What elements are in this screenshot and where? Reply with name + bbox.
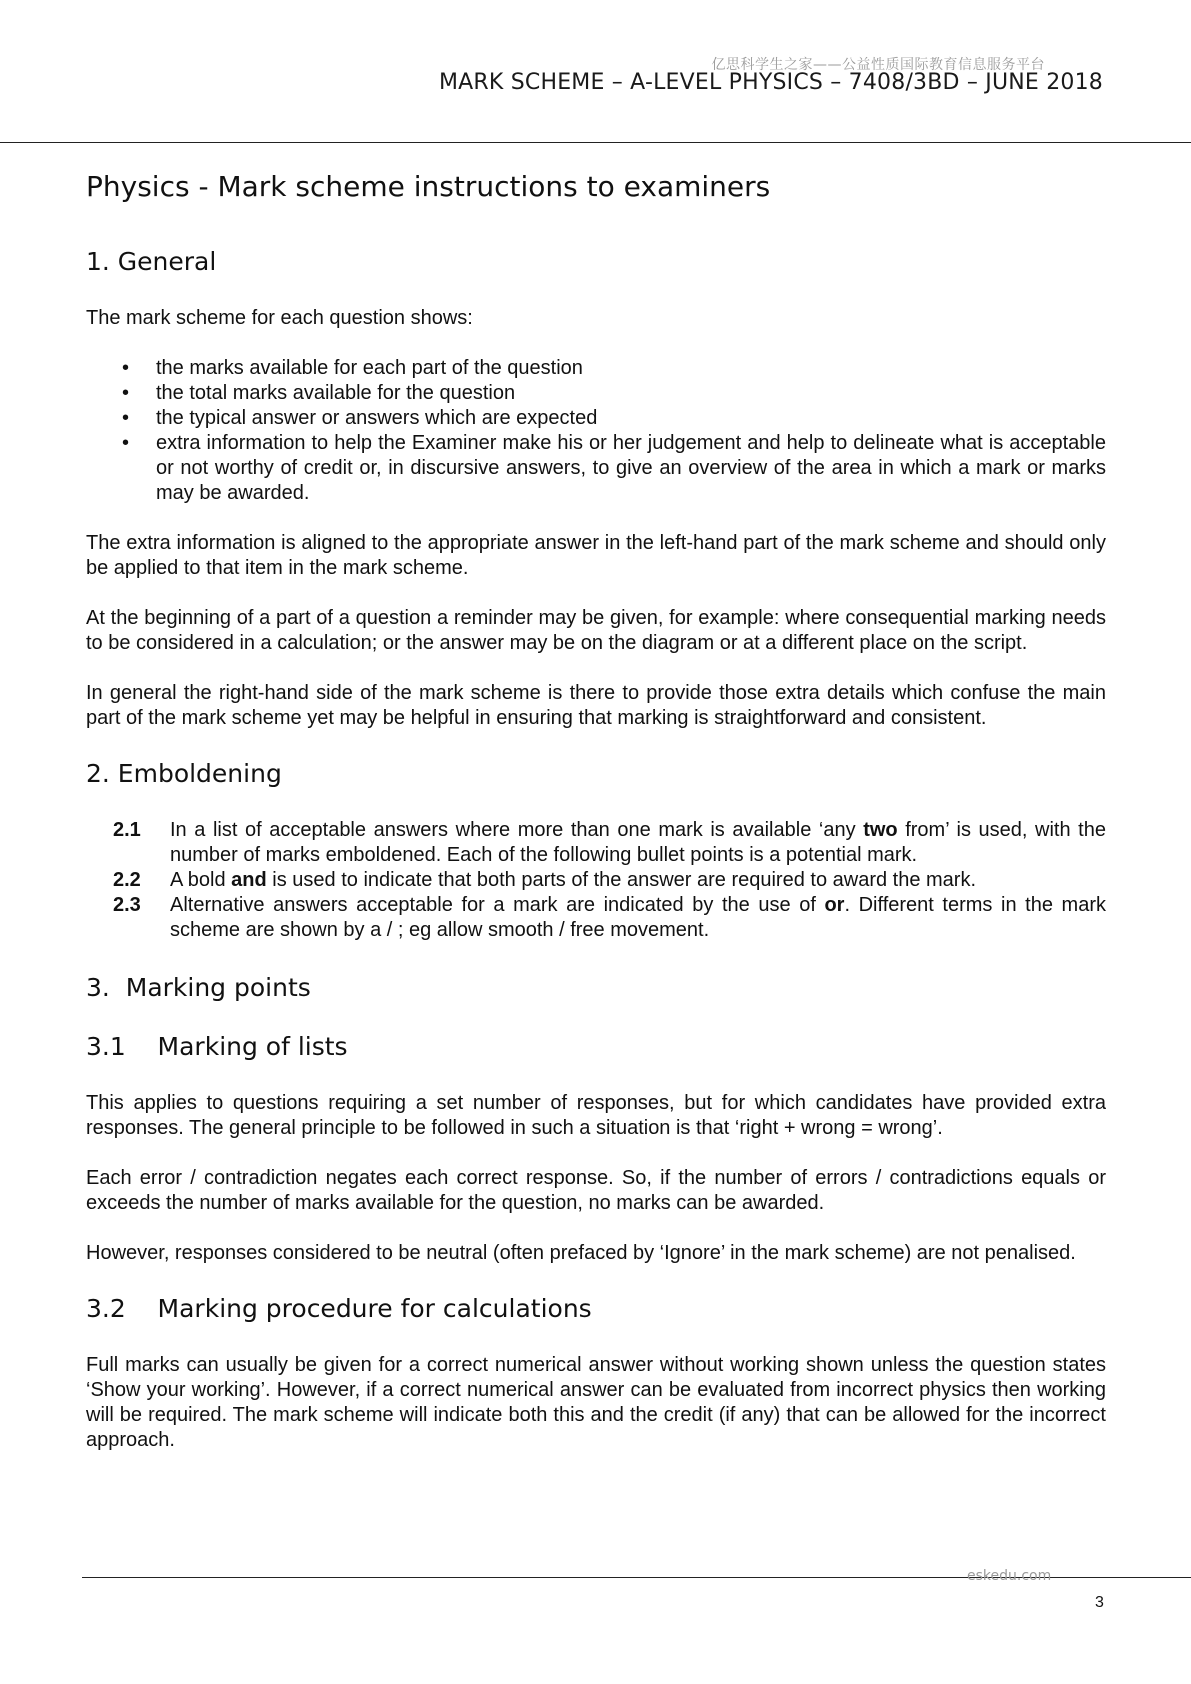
- item-number: 2.1: [113, 819, 141, 841]
- section-emboldening-heading: 2. Emboldening: [86, 759, 282, 788]
- item-number: 2.2: [113, 869, 141, 891]
- item-number: 2.3: [113, 894, 141, 916]
- list-item: 2.1 In a list of acceptable answers where more than one mark is available ‘any two from’ is used, with the number of marks emboldened. Each of the following bullet points is a potential mark.: [113, 819, 1106, 866]
- header-watermark: 亿思科学生之家——公益性质国际教育信息服务平台: [711, 57, 1045, 73]
- subsection-lists-heading: 3.1 Marking of lists: [86, 1032, 348, 1061]
- bullet-icon: •: [122, 382, 130, 404]
- footer-watermark: eskedu.com: [967, 1568, 1052, 1584]
- general-paragraph: In general the right-hand side of the mark scheme is there to provide those extra details which confuse the main part of the mark scheme yet may be helpful in ensuring that marking is straightforward and consistent.: [86, 682, 1106, 729]
- bullet-icon: •: [122, 407, 130, 429]
- list-item: • the typical answer or answers which are expected: [122, 407, 598, 429]
- calculations-paragraph: Full marks can usually be given for a correct numerical answer without working shown unless the question states ‘Show your working’. However, if a correct numerical answer can be evaluated from incorrect physics then working will be required. The mark scheme will indicate both this and the credit (if any) that can be allowed for the incorrect approach.: [86, 1354, 1106, 1451]
- bullet-icon: •: [122, 357, 130, 379]
- emboldening-list: [86, 818, 1106, 943]
- list-item: • the total marks available for the question: [122, 382, 516, 404]
- general-paragraph: The extra information is aligned to the appropriate answer in the left-hand part of the mark scheme and should only be applied to that item in the mark scheme.: [86, 532, 1106, 579]
- general-intro: The mark scheme for each question shows:: [86, 307, 473, 329]
- header-divider: [0, 142, 1191, 143]
- section-general-heading: 1. General: [86, 247, 217, 276]
- document-title: Physics - Mark scheme instructions to examiners: [86, 170, 771, 203]
- section-marking-points-heading: 3. Marking points: [86, 973, 311, 1002]
- lists-paragraph: However, responses considered to be neutral (often prefaced by ‘Ignore’ in the mark scheme) are not penalised.: [86, 1242, 1076, 1264]
- page-number: 3: [1095, 1594, 1104, 1611]
- list-item: • the marks available for each part of the question: [122, 357, 583, 379]
- header-title: MARK SCHEME – A-LEVEL PHYSICS – 7408/3BD – JUNE 2018: [439, 70, 1103, 95]
- list-item: 2.3 Alternative answers acceptable for a mark are indicated by the use of or. Different terms in the mark scheme are shown by a / ; eg allow smooth / free movement.: [113, 894, 1106, 941]
- lists-paragraph: This applies to questions requiring a set number of responses, but for which candidates have provided extra responses. The general principle to be followed in such a situation is that ‘right + wrong = wrong’.: [86, 1092, 1106, 1139]
- list-item: • extra information to help the Examiner make his or her judgement and help to delineate what is acceptable or not worthy of credit or, in discursive answers, to give an overview of the area in which a mark or marks may be awarded.: [122, 432, 1106, 504]
- general-bullet-list: [86, 356, 1106, 506]
- lists-paragraph: Each error / contradiction negates each correct response. So, if the number of errors / contradictions equals or exceeds the number of marks available for the question, no marks can be awarded.: [86, 1167, 1106, 1214]
- page-content: [86, 170, 1106, 1478]
- subsection-calculations-heading: 3.2 Marking procedure for calculations: [86, 1294, 592, 1323]
- list-item: 2.2 A bold and is used to indicate that both parts of the answer are required to award the mark.: [113, 869, 977, 891]
- general-paragraph: At the beginning of a part of a question a reminder may be given, for example: where consequential marking needs to be considered in a calculation; or the answer may be on the diagram or at a different place on the script.: [86, 607, 1106, 654]
- bullet-icon: •: [122, 432, 130, 454]
